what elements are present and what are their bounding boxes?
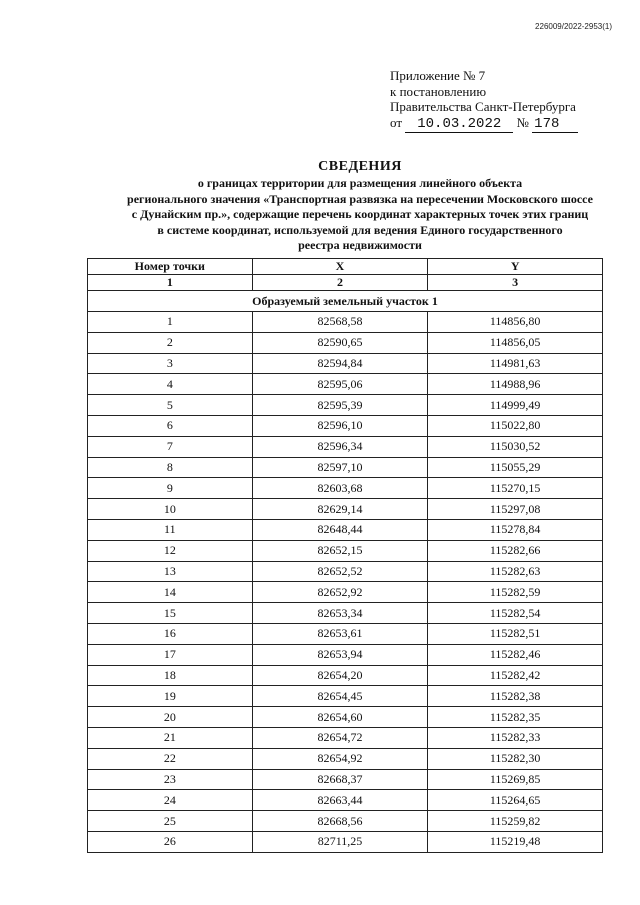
y-coordinate-cell: 115269,85 (428, 769, 603, 790)
point-number-cell: 10 (88, 499, 253, 520)
table-row (88, 665, 603, 686)
point-number-cell: 15 (88, 603, 253, 624)
x-coordinate-cell: 82648,44 (252, 519, 428, 540)
title-line: о границах территории для размещения линейного объекта (197, 176, 523, 190)
x-coordinate-cell: 82594,84 (252, 353, 428, 374)
x-coordinate-cell: 82595,06 (252, 374, 428, 395)
point-number-cell: 12 (88, 540, 253, 561)
x-coordinate-cell: 82597,10 (252, 457, 428, 478)
column-index: 1 (88, 275, 253, 291)
x-coordinate-cell: 82596,34 (252, 436, 428, 457)
y-coordinate-cell: 114999,49 (428, 395, 603, 416)
table-header-row (88, 259, 603, 275)
y-coordinate-cell: 114856,80 (428, 312, 603, 333)
table-row (88, 727, 603, 748)
title-line: регионального значения «Транспортная развязка на пересечении Московского шоссе (127, 191, 593, 206)
table-row (88, 707, 603, 728)
document-title (60, 158, 640, 254)
table-row (88, 374, 603, 395)
appendix-line-1: Приложение № 7 (390, 68, 486, 83)
section-row (88, 291, 603, 312)
y-coordinate-cell: 115030,52 (428, 436, 603, 457)
section-title: Образуемый земельный участок 1 (88, 291, 603, 312)
x-coordinate-cell: 82652,15 (252, 540, 428, 561)
point-number-cell: 9 (88, 478, 253, 499)
x-coordinate-cell: 82668,37 (252, 769, 428, 790)
document-id-stamp: 226009/2022-2953(1) (535, 22, 612, 31)
y-coordinate-cell: 115282,38 (428, 686, 603, 707)
y-coordinate-cell: 115055,29 (428, 457, 603, 478)
y-coordinate-cell: 115282,54 (428, 603, 603, 624)
title-heading: СВЕДЕНИЯ (318, 159, 402, 174)
y-coordinate-cell: 114988,96 (428, 374, 603, 395)
x-coordinate-cell: 82654,20 (252, 665, 428, 686)
y-coordinate-cell: 115282,35 (428, 707, 603, 728)
point-number-cell: 16 (88, 623, 253, 644)
table-row (88, 415, 603, 436)
y-coordinate-cell: 115259,82 (428, 811, 603, 832)
point-number-cell: 6 (88, 415, 253, 436)
y-coordinate-cell: 115282,46 (428, 644, 603, 665)
y-coordinate-cell: 115282,42 (428, 665, 603, 686)
x-coordinate-cell: 82653,94 (252, 644, 428, 665)
table-row (88, 582, 603, 603)
x-coordinate-cell: 82596,10 (252, 415, 428, 436)
header-x: X (252, 259, 428, 275)
number-label: № (516, 114, 529, 130)
table-row (88, 519, 603, 540)
x-coordinate-cell: 82663,44 (252, 790, 428, 811)
point-number-cell: 5 (88, 395, 253, 416)
point-number-cell: 4 (88, 374, 253, 395)
title-line: реестра недвижимости (298, 238, 422, 252)
point-number-cell: 25 (88, 811, 253, 832)
y-coordinate-cell: 115219,48 (428, 831, 603, 852)
x-coordinate-cell: 82629,14 (252, 499, 428, 520)
x-coordinate-cell: 82654,72 (252, 727, 428, 748)
y-coordinate-cell: 115278,84 (428, 519, 603, 540)
x-coordinate-cell: 82654,45 (252, 686, 428, 707)
point-number-cell: 24 (88, 790, 253, 811)
y-coordinate-cell: 115270,15 (428, 478, 603, 499)
x-coordinate-cell: 82590,65 (252, 332, 428, 353)
y-coordinate-cell: 115282,33 (428, 727, 603, 748)
point-number-cell: 26 (88, 831, 253, 852)
point-number-cell: 14 (88, 582, 253, 603)
y-coordinate-cell: 114981,63 (428, 353, 603, 374)
table-row (88, 395, 603, 416)
coordinates-table (87, 258, 603, 853)
y-coordinate-cell: 114856,05 (428, 332, 603, 353)
table-row (88, 769, 603, 790)
x-coordinate-cell: 82653,61 (252, 623, 428, 644)
point-number-cell: 22 (88, 748, 253, 769)
point-number-cell: 7 (88, 436, 253, 457)
table-row (88, 686, 603, 707)
point-number-cell: 3 (88, 353, 253, 374)
y-coordinate-cell: 115297,08 (428, 499, 603, 520)
y-coordinate-cell: 115264,65 (428, 790, 603, 811)
column-index: 3 (428, 275, 603, 291)
table-row (88, 436, 603, 457)
y-coordinate-cell: 115282,66 (428, 540, 603, 561)
x-coordinate-cell: 82568,58 (252, 312, 428, 333)
y-coordinate-cell: 115282,51 (428, 623, 603, 644)
table-row (88, 623, 603, 644)
appendix-date-line (390, 115, 578, 134)
table-row (88, 312, 603, 333)
point-number-cell: 8 (88, 457, 253, 478)
column-index-row (88, 275, 603, 291)
table-row (88, 748, 603, 769)
point-number-cell: 21 (88, 727, 253, 748)
table-row (88, 540, 603, 561)
table-row (88, 353, 603, 374)
y-coordinate-cell: 115282,30 (428, 748, 603, 769)
point-number-cell: 2 (88, 332, 253, 353)
resolution-number: 178 (532, 117, 578, 134)
table-row (88, 644, 603, 665)
from-label: от (390, 114, 403, 130)
x-coordinate-cell: 82603,68 (252, 478, 428, 499)
x-coordinate-cell: 82654,92 (252, 748, 428, 769)
x-coordinate-cell: 82652,92 (252, 582, 428, 603)
x-coordinate-cell: 82654,60 (252, 707, 428, 728)
x-coordinate-cell: 82595,39 (252, 395, 428, 416)
y-coordinate-cell: 115022,80 (428, 415, 603, 436)
title-line: в системе координат, используемой для ведения Единого государственного (157, 222, 563, 237)
header-point-number: Номер точки (88, 259, 253, 275)
table-row (88, 478, 603, 499)
point-number-cell: 18 (88, 665, 253, 686)
appendix-block (390, 68, 578, 133)
table-row (88, 603, 603, 624)
table-row (88, 499, 603, 520)
resolution-date: 10.03.2022 (405, 117, 513, 134)
table-row (88, 831, 603, 852)
appendix-line-3: Правительства Санкт-Петербурга (390, 99, 576, 114)
y-coordinate-cell: 115282,63 (428, 561, 603, 582)
title-line: с Дунайским пр.», содержащие перечень координат характерных точек этих границ (131, 207, 589, 221)
x-coordinate-cell: 82652,52 (252, 561, 428, 582)
point-number-cell: 23 (88, 769, 253, 790)
table-row (88, 561, 603, 582)
table-row (88, 790, 603, 811)
point-number-cell: 13 (88, 561, 253, 582)
point-number-cell: 20 (88, 707, 253, 728)
table-row (88, 811, 603, 832)
x-coordinate-cell: 82653,34 (252, 603, 428, 624)
table-row (88, 332, 603, 353)
table-row (88, 457, 603, 478)
x-coordinate-cell: 82711,25 (252, 831, 428, 852)
point-number-cell: 11 (88, 519, 253, 540)
x-coordinate-cell: 82668,56 (252, 811, 428, 832)
point-number-cell: 1 (88, 312, 253, 333)
point-number-cell: 17 (88, 644, 253, 665)
point-number-cell: 19 (88, 686, 253, 707)
appendix-line-2: к постановлению (390, 83, 487, 99)
column-index: 2 (252, 275, 428, 291)
header-y: Y (428, 259, 603, 275)
y-coordinate-cell: 115282,59 (428, 582, 603, 603)
